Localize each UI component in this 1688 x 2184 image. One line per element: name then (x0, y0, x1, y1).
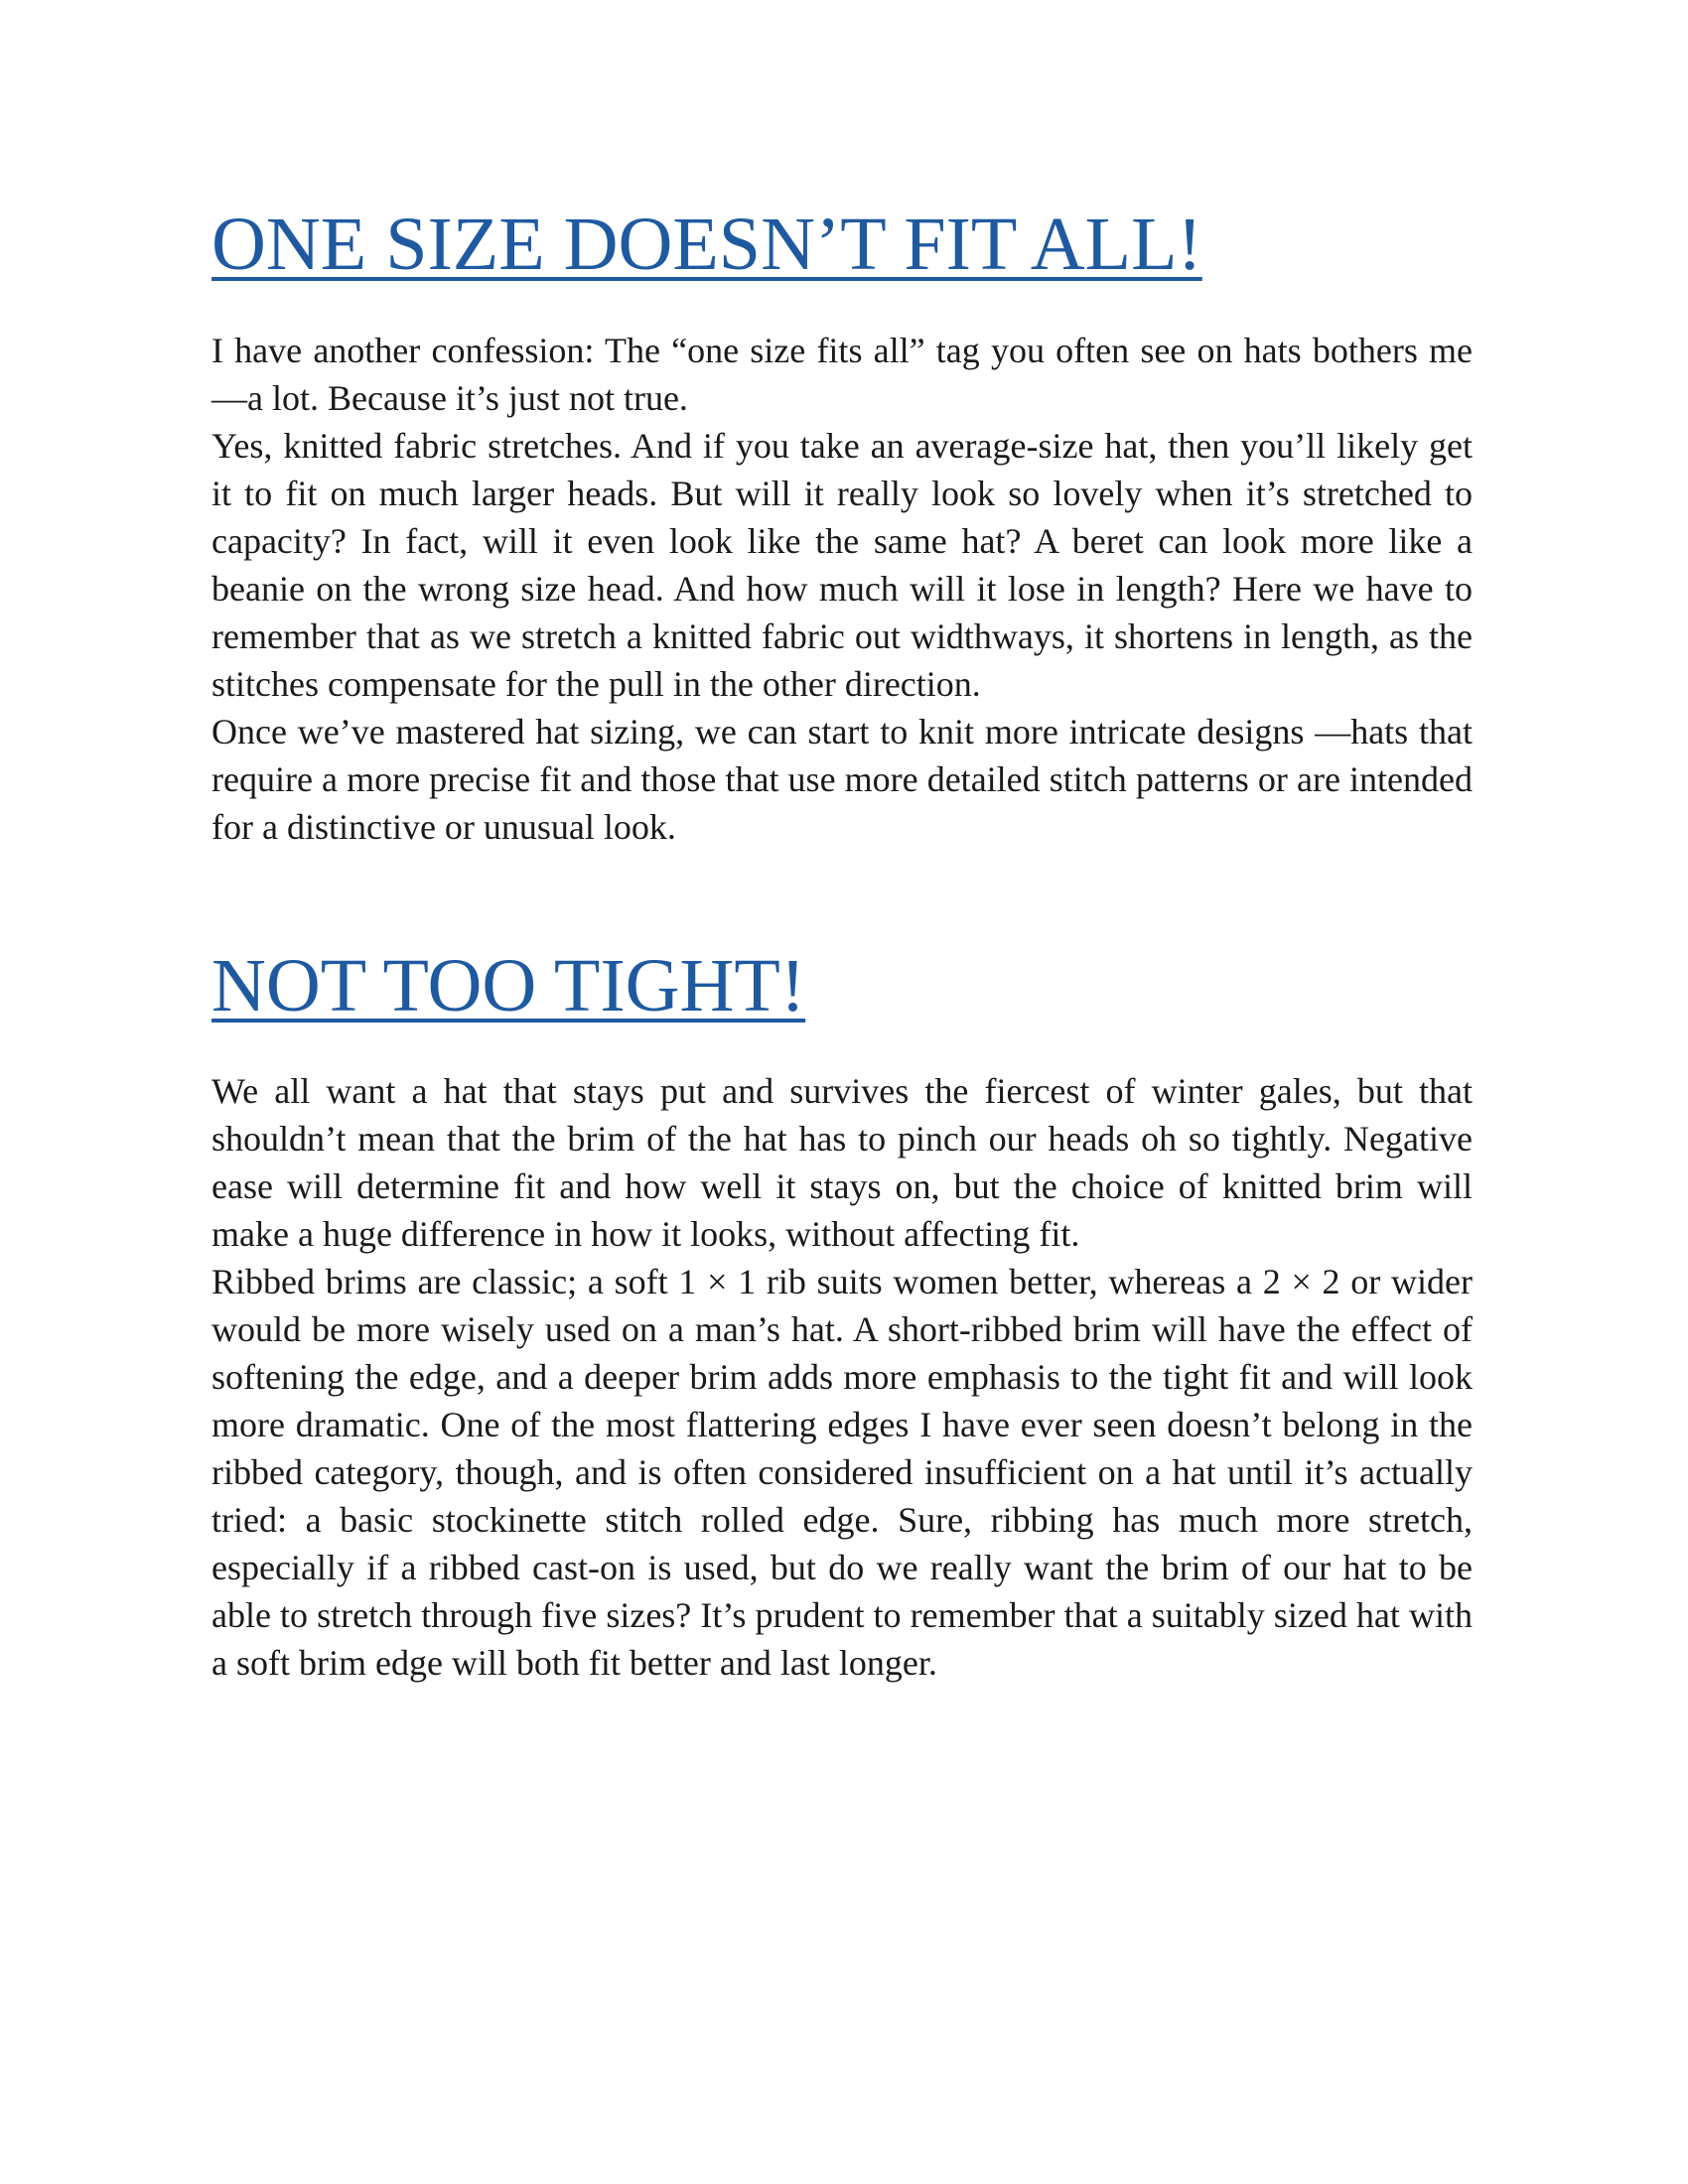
section-body (211, 327, 1473, 851)
document-page (211, 0, 1473, 1687)
paragraph: Once we’ve mastered hat sizing, we can start to knit more intricate designs —hats that require a more precise fit and those that use more detailed stitch patterns or are intended for a distinctive or unusual look. (211, 711, 1473, 847)
paragraph: We all want a hat that stays put and survives the fiercest of winter gales, but that shouldn’t mean that the brim of the hat has to pinch our heads oh so tightly. Negative ease will determine fit and how well it stays on, but the choice of knitted brim will make a huge difference in how it looks, without affecting fit. (211, 1071, 1473, 1255)
section-one-size (211, 204, 1473, 851)
section-heading: ONE SIZE DOESN’T FIT ALL! (211, 203, 1202, 286)
paragraph: Yes, knitted fabric stretches. And if you take an average-size hat, then you’ll likely get it to fit on much larger heads. But will it really look so lovely when it’s stretched to capacity? In fact, will it even look like the same hat? A beret can look more like a beanie on the wrong size head. And how much will it lose in length? Here we have to remember that as we stretch a knitted fabric out widthways, it shortens in length, as the stitches compensate for the pull in the other direction. (211, 425, 1473, 704)
section-heading: NOT TOO TIGHT! (211, 943, 806, 1027)
paragraph: Ribbed brims are classic; a soft 1 × 1 rib suits women better, whereas a 2 × 2 or wider would be more wisely used on a man’s hat. A short-ribbed brim will have the effect of softening the edge, and a deeper brim adds more emphasis to the tight fit and will look more dramatic. One of the most flattering edges I have ever seen doesn’t belong in the ribbed category, though, and is often considered insufficient on a hat until it’s actually tried: a basic stockinette stitch rolled edge. Sure, ribbing has much more stretch, especially if a ribbed cast-on is used, but do we really want the brim of our hat to be able to stretch through five sizes? It’s prudent to remember that a suitably sized hat with a soft brim edge will both fit better and last longer. (211, 1262, 1473, 1684)
section-not-too-tight (211, 945, 1473, 1688)
paragraph: I have another confession: The “one size fits all” tag you often see on hats bothers me—a lot. Because it’s just not true. (211, 330, 1473, 418)
section-body (211, 1067, 1473, 1687)
